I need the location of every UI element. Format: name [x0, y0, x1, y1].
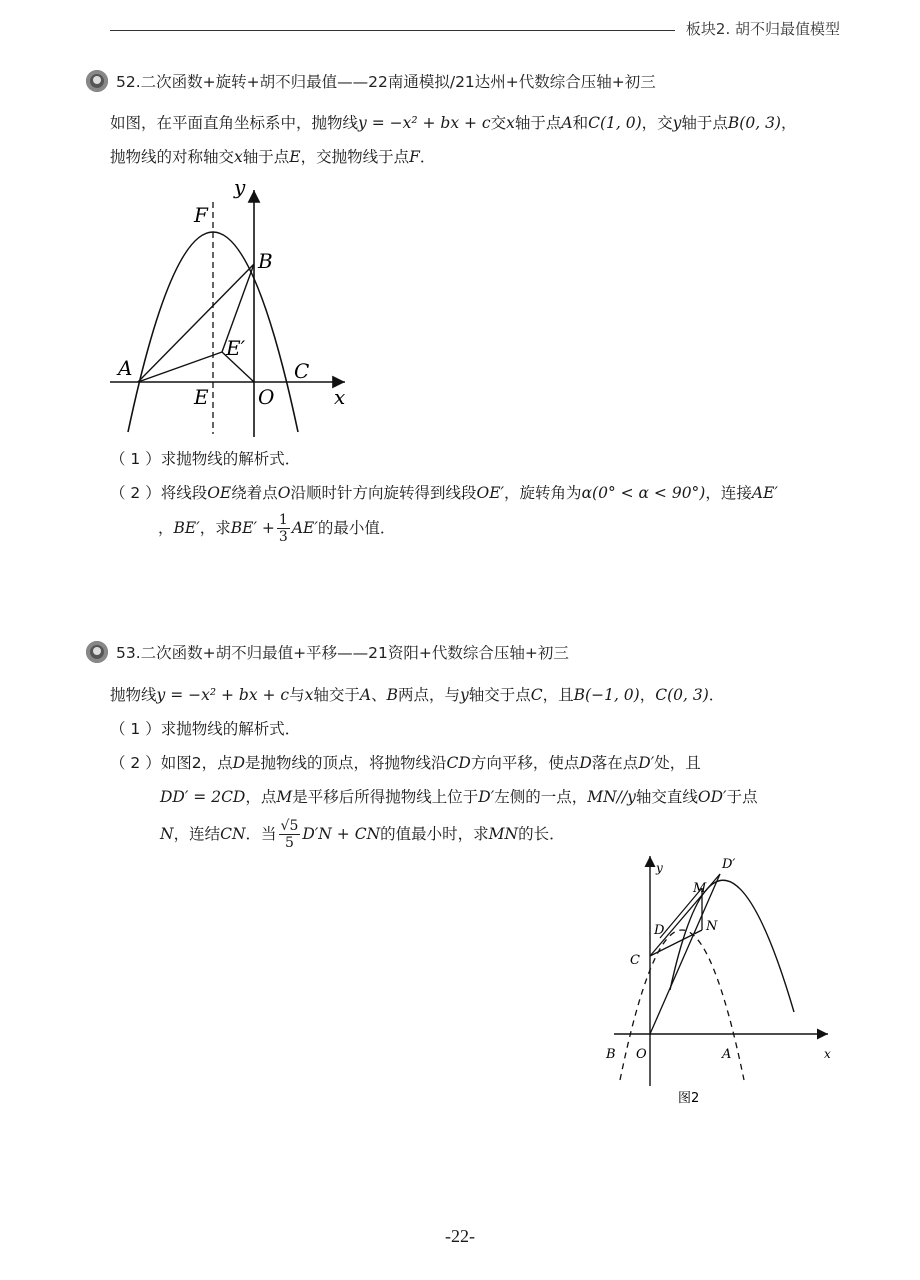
- equation: DD′ = 2CD: [160, 788, 246, 806]
- parabola-diagram-53: [596, 850, 842, 1110]
- math-var: A: [561, 114, 573, 132]
- text-segment: 交: [490, 114, 507, 132]
- math-var: B: [386, 686, 398, 704]
- problem-52-intro-line2: [110, 146, 435, 168]
- math-segment: OD′: [697, 788, 727, 806]
- text-segment: 沿顺时针方向旋转得到线段: [290, 484, 477, 502]
- chapter-title: 板块2. 胡不归最值模型: [685, 20, 840, 38]
- label-O: O: [258, 385, 275, 409]
- text-segment: ，且: [542, 686, 574, 704]
- problem-52-question-2-line2: [158, 510, 395, 546]
- label-B: B: [258, 249, 273, 273]
- math-segment: OE: [207, 484, 232, 502]
- math-var: D: [579, 754, 592, 772]
- page-number: -22-: [445, 1226, 475, 1246]
- text-segment: ，连接: [705, 484, 752, 502]
- segment-AE2: [138, 352, 222, 382]
- math-point: B(0, 3): [727, 114, 781, 132]
- label-y: y: [656, 861, 663, 875]
- lightbulb-icon: [86, 641, 108, 663]
- text-segment: ．: [419, 148, 436, 166]
- math-var: O: [277, 484, 291, 502]
- line-CD-prime: [650, 874, 720, 956]
- math-segment: OE′: [476, 484, 505, 502]
- text-segment: ，点: [245, 788, 277, 806]
- label-C: C: [630, 953, 640, 968]
- math-var: x: [234, 148, 243, 166]
- math-point: B(−1, 0): [573, 686, 640, 704]
- label-x: x: [824, 1047, 831, 1061]
- fraction-numerator: 1: [278, 512, 288, 528]
- problem-53-question-1: （ 1 ）求抛物线的解析式．: [110, 720, 301, 738]
- math-point: C(0, 3): [655, 686, 709, 704]
- problem-53-title-text: 53.二次函数+胡不归最值+平移——21资阳+代数综合压轴+初三: [116, 644, 569, 662]
- text-segment: 轴交于点: [468, 686, 531, 704]
- problem-52-title-text: 52.二次函数+旋转+胡不归最值——22南通模拟/21达州+代数综合压轴+初三: [116, 73, 656, 91]
- figure-caption: 图2: [678, 1091, 700, 1106]
- math-segment: CN: [220, 825, 246, 843]
- text-segment: 于点: [726, 788, 758, 806]
- math-var: D: [232, 754, 246, 772]
- text-segment: ，旋转角为: [504, 484, 582, 502]
- text-segment: 方向平移，使点: [470, 754, 580, 772]
- math-angle-range: α(0° < α < 90°): [581, 484, 706, 502]
- text-segment: 轴于点: [681, 114, 728, 132]
- text-segment: 轴于点: [242, 148, 290, 166]
- math-var: A: [359, 686, 372, 704]
- problem-53-question-2-line3: [160, 814, 565, 854]
- text-segment: ．: [708, 686, 725, 704]
- label-N: N: [706, 919, 718, 934]
- math-var: D′: [478, 788, 495, 806]
- text-segment: 如图，在平面直角坐标系中，抛物线: [110, 114, 359, 132]
- text-segment: （ 2 ）将线段: [110, 484, 208, 502]
- math-segment: CD: [446, 754, 471, 772]
- problem-52-figure: [100, 172, 370, 442]
- text-segment: ，: [639, 686, 656, 704]
- fraction-sqrt5-over-5: [279, 818, 301, 851]
- text-segment: 绕着点: [231, 484, 278, 502]
- text-segment: ，求: [199, 519, 231, 537]
- text-segment: 、: [371, 686, 387, 704]
- math-segment: MN: [488, 825, 519, 843]
- fraction-numerator: √5: [280, 818, 299, 834]
- math-var: y: [672, 114, 682, 132]
- math-var: E: [289, 148, 301, 166]
- problem-53-intro: [110, 684, 724, 706]
- problem-52-question-1: （ 1 ）求抛物线的解析式．: [110, 450, 301, 468]
- text-segment: 落在点: [591, 754, 639, 772]
- label-C: C: [294, 359, 310, 383]
- text-segment: ．当: [245, 825, 277, 843]
- text-segment: 左侧的一点，: [494, 788, 588, 806]
- text-segment: 轴于点: [514, 114, 562, 132]
- math-var: C: [530, 686, 543, 704]
- math-var: x: [304, 686, 314, 704]
- text-segment: 的长．: [518, 825, 565, 843]
- math-var: N: [160, 825, 174, 843]
- text-segment: 是平移后所得抛物线上位于: [292, 788, 479, 806]
- math-point: C(1, 0): [588, 114, 642, 132]
- text-segment: 轴交直线: [635, 788, 698, 806]
- label-B: B: [606, 1047, 616, 1062]
- math-segment: BE′: [173, 519, 200, 537]
- problem-52-intro-line1: [110, 112, 797, 134]
- label-O: O: [636, 1047, 647, 1062]
- math-var: y: [460, 686, 469, 704]
- text-segment: ，: [158, 519, 174, 537]
- text-segment: ，连结: [173, 825, 221, 843]
- equation: y = −x² + bx + c: [156, 686, 290, 704]
- math-expression: BE′ +: [230, 519, 275, 537]
- problem-52-question-2-line1: [110, 482, 778, 504]
- label-F: F: [194, 203, 208, 227]
- label-A: A: [118, 356, 133, 380]
- label-E-prime: E′: [226, 336, 246, 360]
- label-A: A: [722, 1047, 732, 1062]
- line-OD-prime: [650, 874, 720, 1034]
- text-segment: ，: [780, 114, 797, 132]
- label-D: D: [654, 923, 665, 938]
- text-segment: 与: [289, 686, 305, 704]
- text-segment: ，交: [641, 114, 673, 132]
- text-segment: ，交抛物线于点: [300, 148, 410, 166]
- parabola-diagram-52: [100, 172, 370, 442]
- math-var: D′: [638, 754, 655, 772]
- text-segment: （ 2 ）如图2，点: [110, 754, 233, 772]
- text-segment: 是抛物线的顶点，将抛物线沿: [245, 754, 447, 772]
- text-segment: 处，且: [654, 754, 701, 772]
- problem-53-figure: [596, 850, 842, 1110]
- math-var: F: [409, 148, 420, 166]
- fraction-denominator: 3: [278, 529, 288, 545]
- math-var: M: [276, 788, 293, 806]
- problem-53-title: [86, 641, 569, 663]
- text-segment: 的最小值．: [317, 519, 396, 537]
- label-y: y: [234, 175, 246, 199]
- math-var: x: [506, 114, 515, 132]
- problem-53-question-2-line2: [160, 786, 758, 808]
- page-header: [110, 12, 840, 40]
- problem-53-question-2-line1: [110, 752, 701, 774]
- label-x: x: [334, 385, 346, 409]
- label-E: E: [194, 385, 209, 409]
- math-segment: AE′: [291, 519, 318, 537]
- fraction-denominator: 5: [284, 835, 294, 851]
- text-segment: 两点，与: [397, 686, 460, 704]
- header-rule: [110, 30, 675, 31]
- equation: y = −x² + bx + c: [358, 114, 491, 132]
- text-segment: 抛物线: [110, 686, 157, 704]
- math-expression: MN//y: [587, 788, 636, 806]
- label-M: M: [693, 881, 707, 896]
- text-segment: 和: [572, 114, 589, 132]
- lightbulb-icon: [86, 70, 108, 92]
- label-D-prime: D′: [722, 857, 736, 872]
- fraction-one-third: [277, 512, 290, 545]
- math-segment: AE′: [751, 484, 778, 502]
- math-expression: D′N + CN: [302, 825, 381, 843]
- text-segment: 抛物线的对称轴交: [110, 148, 235, 166]
- text-segment: 轴交于: [313, 686, 360, 704]
- problem-52-title: [86, 70, 656, 92]
- text-segment: 的值最小时，求: [380, 825, 489, 843]
